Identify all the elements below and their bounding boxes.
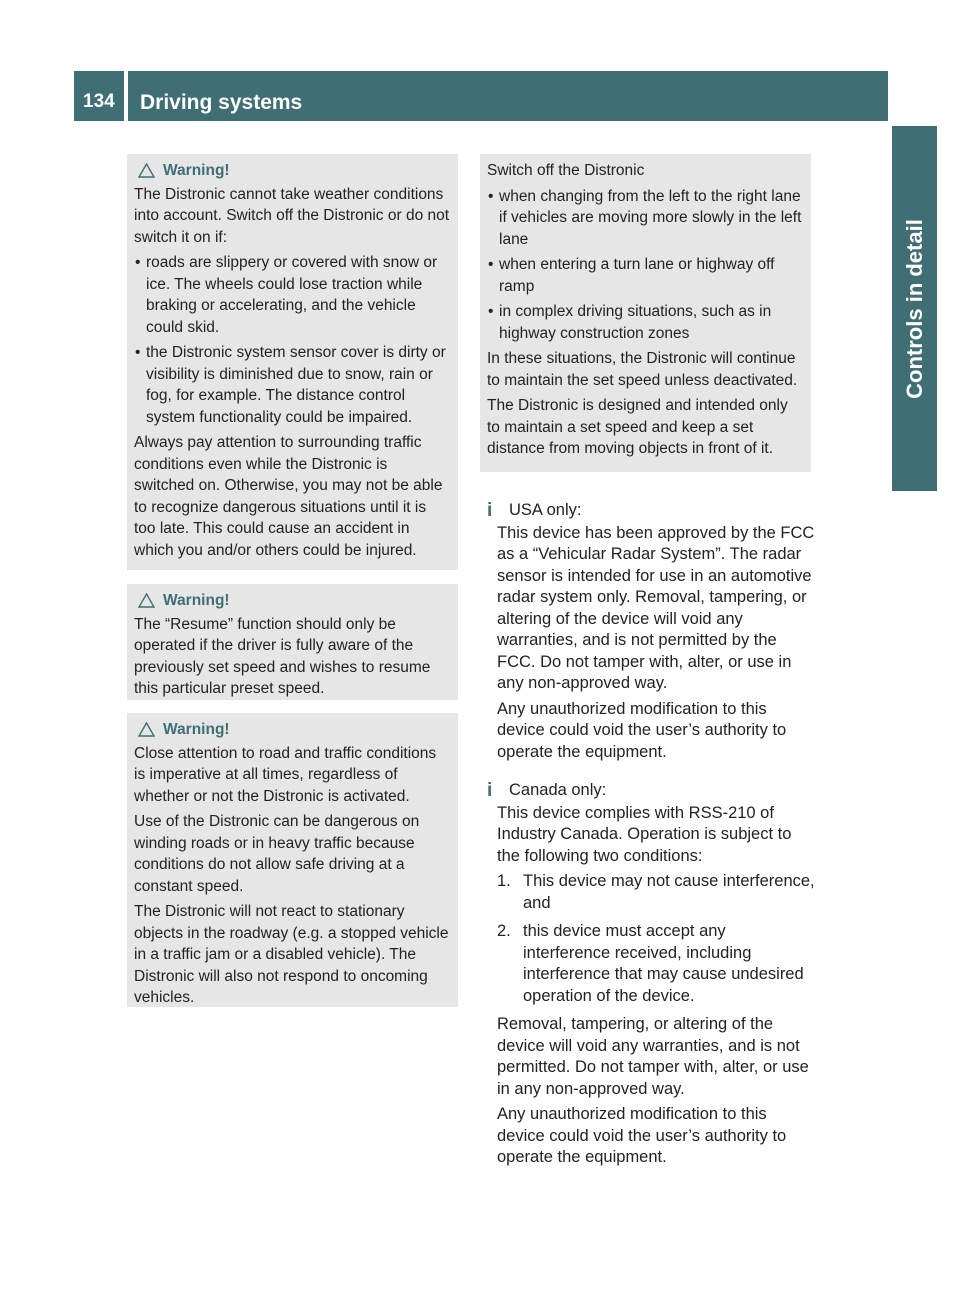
warning-paragraph: Close attention to road and traffic conditions is imperative at all times, regardless of whether or not the Distronic is activated. bbox=[134, 744, 437, 805]
condition-list bbox=[497, 871, 817, 1007]
info-label: USA only: bbox=[509, 501, 582, 519]
list-item bbox=[497, 871, 817, 914]
info-body bbox=[487, 523, 817, 764]
chapter-side-tab bbox=[892, 126, 937, 491]
list-text: This device may not cause interference, and bbox=[523, 872, 815, 912]
page-number-block bbox=[74, 71, 124, 121]
info-paragraph: Any unauthorized modification to this device could void the user’s authority to operate the equipment. bbox=[497, 1105, 787, 1166]
info-usa bbox=[487, 500, 817, 767]
section-title: Driving systems bbox=[140, 91, 303, 114]
warning-paragraph: In these situations, the Distronic will continue to maintain the set speed unless deactivated. bbox=[487, 350, 798, 389]
warning-bullet-list bbox=[134, 252, 450, 428]
warning-triangle-icon bbox=[138, 722, 155, 737]
warning-box-attention bbox=[127, 713, 458, 1007]
warning-bullet-list bbox=[487, 186, 803, 345]
page-number: 134 bbox=[83, 91, 115, 112]
info-icon: i bbox=[487, 780, 493, 801]
info-heading bbox=[487, 780, 817, 802]
warning-title bbox=[134, 590, 450, 612]
list-number: 1. bbox=[497, 872, 511, 890]
warning-triangle-icon bbox=[138, 163, 155, 178]
chapter-label: Controls in detail bbox=[901, 218, 927, 399]
section-header bbox=[128, 71, 888, 121]
list-item: • the Distronic system sensor cover is dirty or visibility is diminished due to snow, rain or fog, for example. The distance control system functionality could be impaired. bbox=[134, 342, 450, 428]
list-item bbox=[497, 921, 817, 1007]
warning-intro: Switch off the Distronic bbox=[487, 162, 645, 179]
list-text: this device must accept any interference received, including interference that may cause undesired operation of the device. bbox=[523, 922, 804, 1005]
warning-paragraph: The Distronic is designed and intended only to maintain a set speed and keep a set distance from moving objects in front of it. bbox=[487, 397, 788, 457]
info-paragraph: This device has been approved by the FCC as a “Vehicular Radar System”. The radar sensor is intended for use in an automotive radar system only. Removal, tampering, or altering of the device will void any warranties, and is not permitted by the FCC. Do not tamper with, alter, or use in any non-approved way. bbox=[497, 523, 815, 692]
warning-intro: The Distronic cannot take weather conditions into account. Switch off the Distronic or do not switch it on if: bbox=[134, 185, 450, 246]
warning-paragraph: The Distronic will not react to stationary objects in the roadway (e.g. a stopped vehicle in a traffic jam or a disabled vehicle). The Distronic will also not respond to oncoming vehicles. bbox=[134, 903, 449, 1006]
info-paragraph: Any unauthorized modification to this device could void the user’s authority to operate the equipment. bbox=[497, 699, 787, 761]
list-item: • when changing from the left to the right lane if vehicles are moving more slowly in the left lane bbox=[487, 186, 803, 251]
warning-paragraph: Use of the Distronic can be dangerous on winding roads or in heavy traffic because conditions do not allow safe driving at a constant speed. bbox=[134, 813, 420, 895]
warning-title-text: Warning! bbox=[163, 721, 230, 738]
list-item: • in complex driving situations, such as in highway construction zones bbox=[487, 301, 803, 344]
warning-title-text: Warning! bbox=[163, 162, 230, 179]
warning-title-text: Warning! bbox=[163, 592, 230, 609]
warning-box-resume bbox=[127, 584, 458, 700]
info-icon: i bbox=[487, 500, 493, 521]
info-label: Canada only: bbox=[509, 781, 607, 799]
warning-box-switch-off bbox=[480, 154, 811, 472]
list-number: 2. bbox=[497, 922, 511, 940]
info-paragraph: Removal, tampering, or altering of the device will void any warranties, and is not permitted. Do not tamper with, alter, or use in any non-approved way. bbox=[497, 1015, 809, 1098]
list-item: • roads are slippery or covered with snow or ice. The wheels could lose traction while braking or accelerating, and the vehicle could skid. bbox=[134, 252, 450, 338]
info-body bbox=[487, 803, 817, 1169]
warning-title bbox=[134, 719, 450, 741]
warning-title bbox=[134, 160, 450, 182]
warning-outro: Always pay attention to surrounding traffic conditions even while the Distronic is switched on. Otherwise, you may not be able to recognize dangerous situations until it is too late. This could cause an accident in which you and/or others could be injured. bbox=[134, 434, 443, 559]
info-heading bbox=[487, 500, 817, 522]
info-paragraph: This device complies with RSS-210 of Industry Canada. Operation is subject to the following two conditions: bbox=[497, 803, 792, 865]
info-canada bbox=[487, 780, 817, 1173]
warning-triangle-icon bbox=[138, 593, 155, 608]
list-item: • when entering a turn lane or highway off ramp bbox=[487, 254, 803, 297]
warning-box-weather bbox=[127, 154, 458, 570]
warning-text: The “Resume” function should only be operated if the driver is fully aware of the previously set speed and wishes to resume this particular preset speed. bbox=[134, 615, 431, 697]
